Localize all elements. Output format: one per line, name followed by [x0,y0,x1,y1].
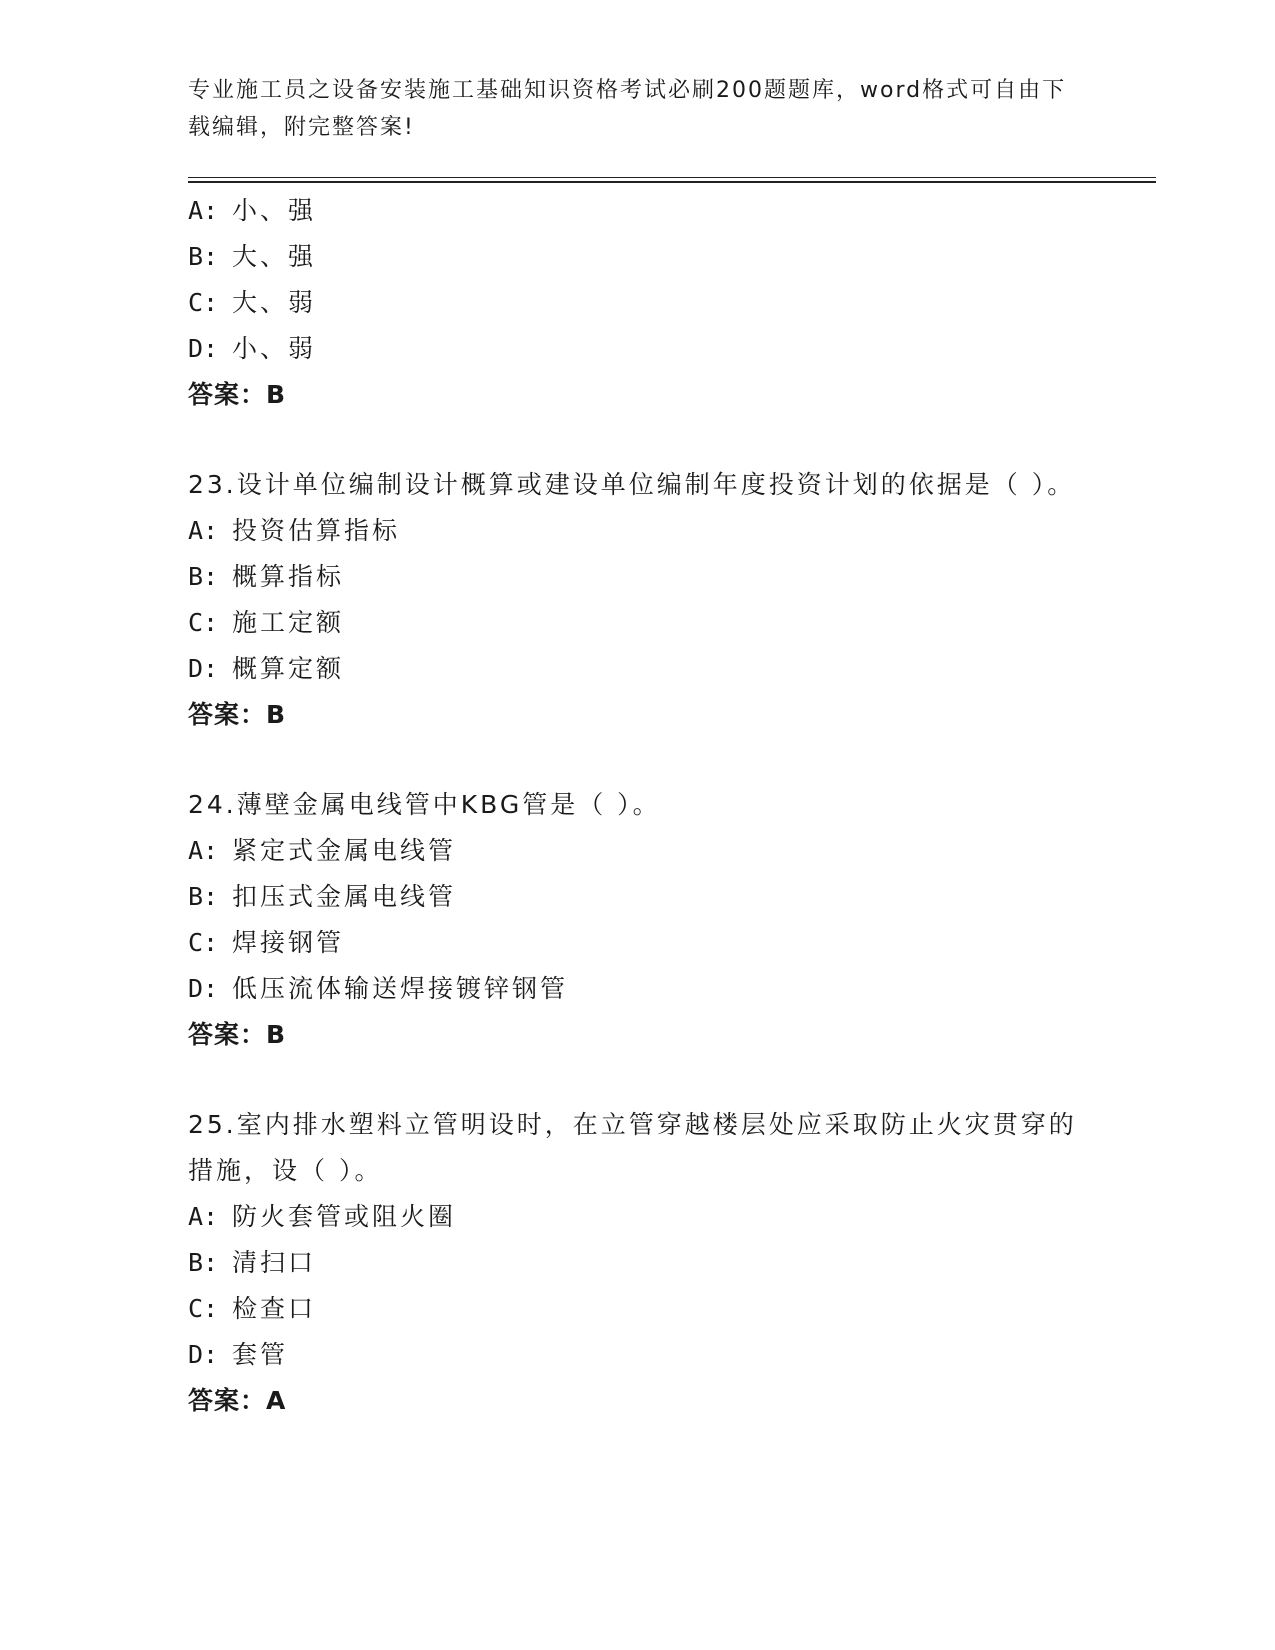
option-a [188,1194,1088,1240]
option-text: 概算定额 [232,654,345,683]
option-text: 投资估算指标 [232,516,401,545]
answer-label: 答案： [188,380,267,409]
answer-line [188,1378,1088,1424]
answer-value: B [266,700,287,729]
option-text: 焊接钢管 [232,928,345,957]
option-c [188,280,1088,326]
option-text: 防火套管或阻火圈 [232,1202,457,1231]
question-block [188,782,1088,1058]
option-key: A: [188,836,219,865]
answer-line [188,372,1088,418]
option-key: A: [188,516,219,545]
option-text: 低压流体输送焊接镀锌钢管 [232,974,569,1003]
answer-label: 答案： [188,1020,267,1049]
option-key: B: [188,242,219,271]
page-header: 专业施工员之设备安装施工基础知识资格考试必刷200题题库，word格式可自由下载编辑，附完整答案! [188,78,1067,140]
option-text: 检查口 [232,1294,317,1323]
question-stem: 25.室内排水塑料立管明设时，在立管穿越楼层处应采取防止火灾贯穿的措施，设（ ）。 [188,1110,1077,1185]
option-text: 小、弱 [232,334,317,363]
option-key: B: [188,882,219,911]
question-block [188,1102,1088,1424]
option-key: C: [188,608,219,637]
option-key: D: [188,654,219,683]
option-key: C: [188,1294,219,1323]
option-b [188,1240,1088,1286]
option-text: 施工定额 [232,608,345,637]
option-a [188,188,1088,234]
option-key: C: [188,928,219,957]
option-b [188,234,1088,280]
option-text: 大、强 [232,242,317,271]
question-stem: 23.设计单位编制设计概算或建设单位编制年度投资计划的依据是（ ）。 [188,470,1076,499]
option-text: 套管 [232,1340,289,1369]
option-text: 清扫口 [232,1248,317,1277]
option-d [188,966,1088,1012]
option-c [188,600,1088,646]
option-text: 概算指标 [232,562,345,591]
option-key: A: [188,1202,219,1231]
option-d [188,1332,1088,1378]
option-key: C: [188,288,219,317]
option-key: D: [188,974,219,1003]
answer-line [188,692,1088,738]
option-key: B: [188,562,219,591]
option-text: 大、弱 [232,288,317,317]
option-a [188,508,1088,554]
header-divider [188,177,1156,183]
option-c [188,1286,1088,1332]
option-text: 扣压式金属电线管 [232,882,457,911]
option-text: 紧定式金属电线管 [232,836,457,865]
question-block [188,188,1088,418]
question-block [188,462,1088,738]
question-stem: 24.薄壁金属电线管中KBG管是（ ）。 [188,790,661,819]
option-a [188,828,1088,874]
option-text: 小、强 [232,196,317,225]
answer-label: 答案： [188,1386,267,1415]
option-key: B: [188,1248,219,1277]
answer-value: A [266,1386,287,1415]
option-d [188,646,1088,692]
option-key: D: [188,1340,219,1369]
option-key: D: [188,334,219,363]
answer-value: B [266,380,287,409]
option-c [188,920,1088,966]
answer-value: B [266,1020,287,1049]
option-d [188,326,1088,372]
answer-line [188,1012,1088,1058]
option-b [188,554,1088,600]
option-key: A: [188,196,219,225]
answer-label: 答案： [188,700,267,729]
question-list [188,188,1088,1468]
option-b [188,874,1088,920]
